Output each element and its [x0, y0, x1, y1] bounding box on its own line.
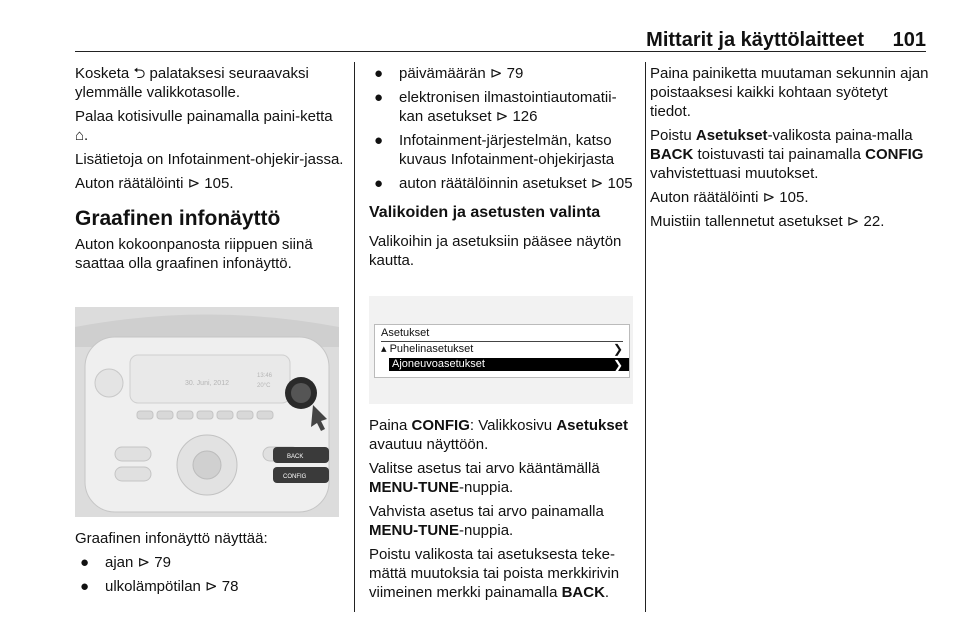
paragraph: Palaa kotisivulle painamalla paini-ketta ⌂. [75, 108, 333, 144]
list-item: ● auton räätälöinnin asetukset ⊳ 105 [374, 175, 633, 192]
column-divider-1 [354, 62, 355, 612]
figure-caption: Graafinen infonäyttö näyttää: [75, 530, 268, 547]
page-title: Mittarit ja käyttölaitteet [646, 29, 864, 51]
bullet-list [75, 553, 345, 596]
settings-item-phone: ▴ Puhelinasetukset [381, 343, 474, 355]
chevron-right-icon: ❯ [612, 358, 623, 372]
infotainment-panel-figure [75, 307, 339, 517]
list-item: ● Infotainment-järjestelmän, katso kuvaus Infotainment-ohjekirjasta [374, 132, 615, 168]
paragraph: Paina CONFIG: Valikkosivu Asetukset avautuu näyttöön. [369, 417, 629, 453]
section-heading: Valikoiden ja asetusten valinta [369, 204, 601, 221]
display-time: 13:46 [257, 373, 273, 379]
paragraph: Kosketa ⮌ palataksesi seuraavaksi ylemmälle valikkotasolle. [75, 65, 309, 101]
column-1 [75, 64, 345, 278]
display-date: 30. Juni, 2012 [185, 380, 229, 387]
list-item: ● päivämäärän ⊳ 79 [374, 65, 524, 82]
list-item: ● ulkolämpötilan ⊳ 78 [80, 578, 239, 595]
settings-item-vehicle-selected: Ajoneuvoasetukset [389, 358, 629, 371]
paragraph: Valikoihin ja asetuksiin pääsee näytön kautta. [369, 233, 622, 269]
display-temperature: 20°C [257, 383, 271, 389]
paragraph: Valitse asetus tai arvo kääntämällä MENU-TUNE-nuppia. [369, 460, 600, 496]
list-item: ● ajan ⊳ 79 [80, 554, 171, 571]
bullet-icon: ● [374, 89, 384, 106]
paragraph: Auton räätälöinti ⊳ 105. [75, 175, 234, 192]
page-header [75, 29, 926, 51]
paragraph: Auton räätälöinti ⊳ 105. [650, 189, 809, 206]
paragraph: Vahvista asetus tai arvo painamalla MENU-TUNE-nuppia. [369, 503, 604, 539]
section-heading: Graafinen infonäyttö [75, 207, 281, 230]
settings-screen-figure [369, 296, 633, 404]
column-divider-2 [645, 62, 646, 612]
bullet-icon: ● [374, 132, 384, 149]
settings-panel [374, 324, 630, 378]
column-2-lower [369, 416, 634, 607]
paragraph: Muistiin tallennetut asetukset ⊳ 22. [650, 213, 885, 230]
column-3 [650, 64, 930, 236]
dashboard-illustration [75, 307, 339, 517]
back-button-label: BACK [287, 454, 304, 460]
bullet-icon: ● [374, 175, 384, 192]
bullet-icon: ● [374, 65, 384, 82]
column-1-lower [75, 529, 345, 602]
page-number: 101 [892, 29, 926, 51]
paragraph: Poistu Asetukset-valikosta paina-malla BACK toistuvasti tai painamalla CONFIG vahvistettuasi muutokset. [650, 127, 924, 182]
bullet-list [369, 64, 634, 193]
config-button-label: CONFIG [283, 474, 307, 480]
chevron-right-icon: ❯ [612, 342, 623, 356]
settings-title: Asetukset [381, 327, 430, 339]
list-item: ● elektronisen ilmastointiautomatii-kan asetukset ⊳ 126 [374, 89, 617, 125]
bullet-icon: ● [80, 554, 90, 571]
column-2 [369, 64, 634, 275]
header-rule [75, 51, 926, 52]
settings-divider [381, 341, 623, 342]
paragraph: Auton kokoonpanosta riippuen siinä saattaa olla graafinen infonäyttö. [75, 236, 313, 272]
paragraph: Lisätietoja on Infotainment-ohjekir-jassa. [75, 151, 344, 168]
paragraph: Poistu valikosta tai asetuksesta teke-mättä muutoksia tai poista merkkirivin viimeinen merkki painamalla BACK. [369, 546, 620, 601]
paragraph: Paina painiketta muutaman sekunnin ajan poistaaksesi kaikki kohtaan syötetyt tiedot. [650, 65, 929, 120]
bullet-icon: ● [80, 578, 90, 595]
